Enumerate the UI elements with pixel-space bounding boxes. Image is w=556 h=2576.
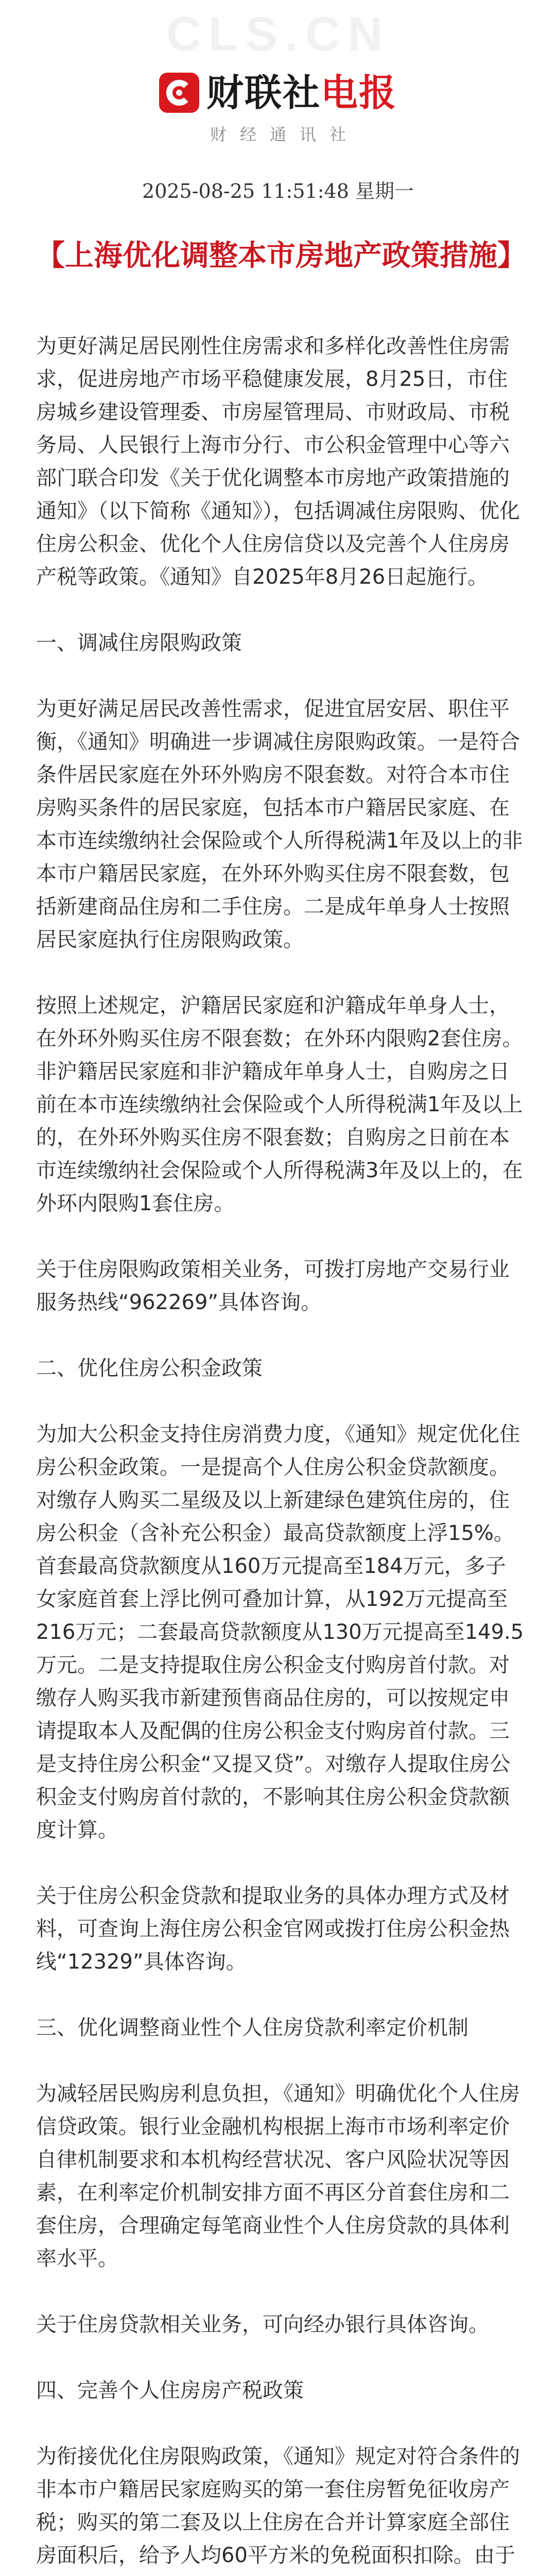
paragraph-intro: 为更好满足居民刚性住房需求和多样化改善性住房需求，促进房地产市场平稳健康发展，8月25日，市住房城乡建设管理委、市房屋管理局、市财政局、市税务局、人民银行上海市分行、市公积金管理中心等六部门联合印发《关于优化调整本市房地产政策措施的通知》（以下简称《通知》），包括调减住房限购、优化住房公积金、优化个人住房信贷以及完善个人住房房产税等政策。《通知》自2025年8月26日起施行。	[36, 334, 520, 589]
brand-name	[206, 67, 397, 118]
brand-logo	[0, 67, 556, 118]
paragraph: 关于住房公积金贷款和提取业务的具体办理方式及材料，可查询上海住房公积金官网或拨打住房公积金热线“12329”具体咨询。	[36, 1884, 510, 1974]
section-heading-1: 一、调减住房限购政策	[36, 631, 242, 655]
paragraph: 为更好满足居民改善性需求，促进宜居安居、职住平衡，《通知》明确进一步调减住房限购政策。一是符合条件居民家庭在外环外购房不限套数。对符合本市住房购买条件的居民家庭，包括本市户籍居民家庭、在本市连续缴纳社会保险或个人所得税满1年及以上的非本市户籍居民家庭，在外环外购买住房不限套数，包括新建商品住房和二手住房。二是成年单身人士按照居民家庭执行住房限购政策。	[36, 697, 523, 952]
paragraph: 按照上述规定，沪籍居民家庭和沪籍成年单身人士，在外环外购买住房不限套数；在外环内限购2套住房。非沪籍居民家庭和非沪籍成年单身人士，自购房之日前在本市连续缴纳社会保险或个人所得税满1年及以上的，在外环外购买住房不限套数；自购房之日前在本市连续缴纳社会保险或个人所得税满3年及以上的，在外环内限购1套住房。	[36, 994, 523, 1215]
brand-subtitle: 财经通讯社	[210, 125, 359, 144]
header	[0, 0, 556, 155]
paragraph: 为加大公积金支持住房消费力度，《通知》规定优化住房公积金政策。一是提高个人住房公积金贷款额度。对缴存人购买二星级及以上新建绿色建筑住房的，住房公积金（含补充公积金）最高贷款额度上浮15%。首套最高贷款额度从160万元提高至184万元，多子女家庭首套上浮比例可叠加计算，从192万元提高至216万元；二套最高贷款额度从130万元提高至149.5万元。二是支持提取住房公积金支付购房首付款。对缴存人购买我市新建预售商品住房的，可以按规定申请提取本人及配偶的住房公积金支付购房首付款。三是支持住房公积金“又提又贷”。对缴存人提取住房公积金支付购房首付款的，不影响其住房公积金贷款额度计算。	[36, 1422, 524, 1842]
article-body	[36, 330, 525, 2576]
paragraph: 为减轻居民购房利息负担，《通知》明确优化个人住房信贷政策。银行业金融机构根据上海市市场利率定价自律机制要求和本机构经营状况、客户风险状况等因素，在利率定价机制安排方面不再区分首套住房和二套住房，合理确定每笔商业性个人住房贷款的具体利率水平。	[36, 2082, 520, 2270]
brand-name-red: 电报	[321, 71, 397, 114]
section-heading-3: 三、优化调整商业性个人住房贷款利率定价机制	[36, 2016, 468, 2040]
brand-name-black: 财联社	[206, 71, 321, 114]
paragraph: 为衔接优化住房限购政策，《通知》规定对符合条件的非本市户籍居民家庭购买的第一套住房暂免征收房产税；购买的第二套及以上住房在合并计算家庭全部住房面积后，给予人均60平方米的免税面积扣除。由于	[36, 2445, 520, 2567]
article-title: 【上海优化调整本市房地产政策措施】	[36, 239, 526, 273]
cls-logo-icon	[159, 73, 199, 113]
watermark: CLS.CN	[166, 7, 390, 61]
publish-datetime: 2025-08-25 11:51:48 星期一	[142, 180, 414, 202]
paragraph: 关于住房贷款相关业务，可向经办银行具体咨询。	[36, 2313, 489, 2336]
paragraph: 关于住房限购政策相关业务，可拨打房地产交易行业服务热线“962269”具体咨询。	[36, 1258, 510, 1314]
section-heading-4: 四、完善个人住房房产税政策	[36, 2379, 304, 2402]
section-heading-2: 二、优化住房公积金政策	[36, 1357, 263, 1380]
